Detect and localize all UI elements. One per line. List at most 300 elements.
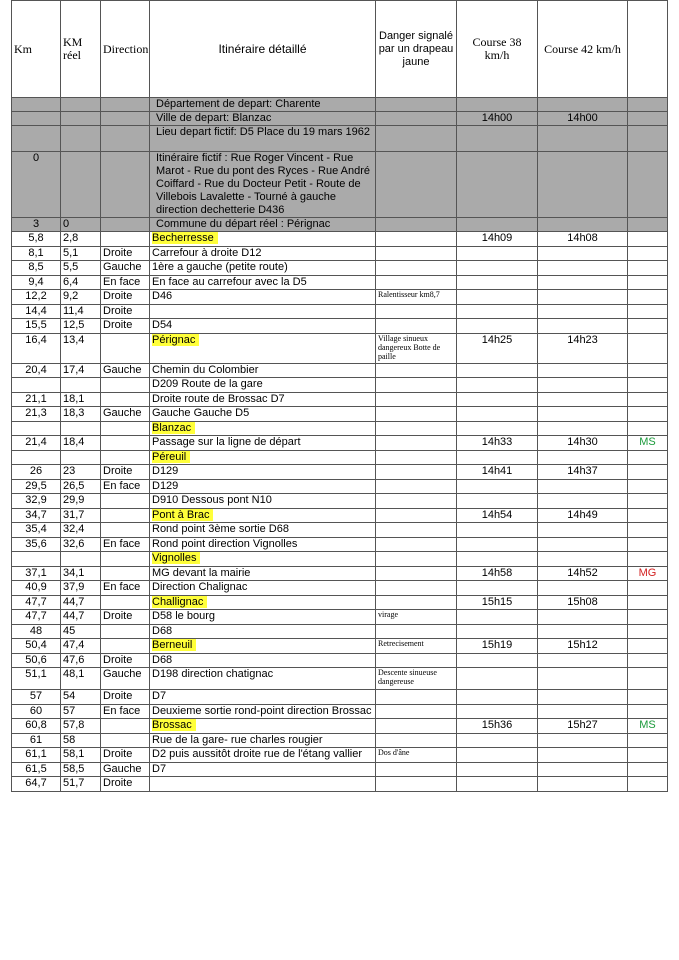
danger-cell xyxy=(376,232,457,247)
km-reel-cell: 11,4 xyxy=(61,304,101,319)
extra-cell xyxy=(628,232,668,247)
itineraire-cell: Département de depart: Charente xyxy=(150,98,376,112)
extra-cell xyxy=(628,333,668,363)
km-cell: 5,8 xyxy=(12,232,61,247)
km-reel-cell: 23 xyxy=(61,465,101,480)
extra-cell: MS xyxy=(628,719,668,734)
km-reel-cell: 5,1 xyxy=(61,246,101,261)
town-highlight: Pérignac xyxy=(152,334,199,346)
direction-cell: Gauche xyxy=(101,668,150,690)
table-row xyxy=(12,421,668,436)
danger-cell xyxy=(376,595,457,610)
km-reel-cell: 32,4 xyxy=(61,523,101,538)
extra-cell xyxy=(628,552,668,567)
km-cell: 8,5 xyxy=(12,261,61,276)
extra-cell xyxy=(628,595,668,610)
course38-cell xyxy=(457,290,538,305)
danger-cell xyxy=(376,363,457,378)
danger-cell: Ralentisseur km8,7 xyxy=(376,290,457,305)
danger-cell xyxy=(376,275,457,290)
course38-cell xyxy=(457,479,538,494)
direction-cell xyxy=(101,552,150,567)
itineraire-cell xyxy=(150,304,376,319)
extra-cell xyxy=(628,639,668,654)
danger-cell xyxy=(376,465,457,480)
km-reel-cell xyxy=(61,98,101,112)
itineraire-cell: D129 xyxy=(150,479,376,494)
course42-cell xyxy=(538,777,628,792)
extra-cell xyxy=(628,246,668,261)
table-row xyxy=(12,333,668,363)
extra-cell xyxy=(628,392,668,407)
danger-cell xyxy=(376,261,457,276)
course42-cell xyxy=(538,304,628,319)
km-reel-cell: 26,5 xyxy=(61,479,101,494)
table-row xyxy=(12,704,668,719)
course42-cell: 15h08 xyxy=(538,595,628,610)
direction-cell xyxy=(101,595,150,610)
course42-cell xyxy=(538,421,628,436)
course38-cell xyxy=(457,450,538,465)
km-cell: 8,1 xyxy=(12,246,61,261)
direction-cell xyxy=(101,733,150,748)
km-reel-cell: 17,4 xyxy=(61,363,101,378)
table-row xyxy=(12,436,668,451)
km-cell: 60 xyxy=(12,704,61,719)
km-cell: 26 xyxy=(12,465,61,480)
table-row xyxy=(12,668,668,690)
km-cell: 48 xyxy=(12,624,61,639)
direction-cell: Droite xyxy=(101,246,150,261)
table-row xyxy=(12,378,668,393)
course42-cell xyxy=(538,218,628,232)
course38-cell: 14h58 xyxy=(457,566,538,581)
course42-cell xyxy=(538,581,628,596)
header-itineraire: Itinéraire détaillé xyxy=(150,1,376,98)
km-reel-cell: 34,1 xyxy=(61,566,101,581)
table-row xyxy=(12,523,668,538)
km-cell: 35,6 xyxy=(12,537,61,552)
km-cell: 34,7 xyxy=(12,508,61,523)
extra-cell xyxy=(628,98,668,112)
danger-cell xyxy=(376,494,457,509)
km-reel-cell: 18,3 xyxy=(61,407,101,422)
km-reel-cell: 31,7 xyxy=(61,508,101,523)
km-cell: 40,9 xyxy=(12,581,61,596)
course42-cell: 14h08 xyxy=(538,232,628,247)
header-course38: Course 38 km/h xyxy=(457,1,538,98)
course42-cell xyxy=(538,319,628,334)
course38-cell: 14h33 xyxy=(457,436,538,451)
course42-cell xyxy=(538,762,628,777)
direction-cell xyxy=(101,523,150,538)
km-reel-cell: 18,4 xyxy=(61,436,101,451)
km-reel-cell: 58,5 xyxy=(61,762,101,777)
km-cell xyxy=(12,112,61,126)
itineraire-cell xyxy=(150,508,376,523)
table-row xyxy=(12,537,668,552)
danger-cell xyxy=(376,218,457,232)
km-reel-cell: 0 xyxy=(61,218,101,232)
km-cell: 50,6 xyxy=(12,653,61,668)
extra-cell xyxy=(628,304,668,319)
course38-cell xyxy=(457,363,538,378)
extra-cell xyxy=(628,624,668,639)
extra-cell xyxy=(628,777,668,792)
extra-cell xyxy=(628,668,668,690)
course42-cell: 14h52 xyxy=(538,566,628,581)
route-table xyxy=(11,0,668,792)
extra-cell xyxy=(628,363,668,378)
direction-cell: Droite xyxy=(101,465,150,480)
table-row xyxy=(12,690,668,705)
header-km: Km xyxy=(12,1,61,98)
direction-cell xyxy=(101,392,150,407)
km-cell: 3 xyxy=(12,218,61,232)
direction-cell xyxy=(101,126,150,152)
table-row xyxy=(12,218,668,232)
danger-cell xyxy=(376,566,457,581)
danger-cell xyxy=(376,552,457,567)
table-row xyxy=(12,762,668,777)
table-row xyxy=(12,508,668,523)
course38-cell xyxy=(457,610,538,625)
km-cell: 50,4 xyxy=(12,639,61,654)
town-highlight: Blanzac xyxy=(152,422,195,434)
course42-cell xyxy=(538,392,628,407)
danger-cell: Village sinueux dangereux Botte de paille xyxy=(376,333,457,363)
itineraire-cell: D54 xyxy=(150,319,376,334)
course42-cell xyxy=(538,98,628,112)
km-reel-cell: 58,1 xyxy=(61,748,101,763)
table-row xyxy=(12,581,668,596)
table-row xyxy=(12,552,668,567)
table-row xyxy=(12,290,668,305)
itineraire-cell: D198 direction chatignac xyxy=(150,668,376,690)
direction-cell xyxy=(101,436,150,451)
itineraire-cell: D68 xyxy=(150,653,376,668)
header-direction: Direction xyxy=(101,1,150,98)
danger-cell xyxy=(376,392,457,407)
km-reel-cell xyxy=(61,450,101,465)
km-reel-cell: 6,4 xyxy=(61,275,101,290)
course42-cell: 15h27 xyxy=(538,719,628,734)
table-row xyxy=(12,777,668,792)
itineraire-cell xyxy=(150,333,376,363)
extra-cell xyxy=(628,690,668,705)
town-highlight: Vignolles xyxy=(152,552,200,564)
extra-cell xyxy=(628,653,668,668)
extra-cell xyxy=(628,494,668,509)
header-extra xyxy=(628,1,668,98)
course38-cell xyxy=(457,152,538,218)
course38-cell xyxy=(457,762,538,777)
km-cell: 61,1 xyxy=(12,748,61,763)
course38-cell xyxy=(457,98,538,112)
itineraire-cell: D209 Route de la gare xyxy=(150,378,376,393)
direction-cell xyxy=(101,152,150,218)
direction-cell xyxy=(101,218,150,232)
course38-cell xyxy=(457,421,538,436)
direction-cell xyxy=(101,421,150,436)
direction-cell xyxy=(101,624,150,639)
course38-cell xyxy=(457,494,538,509)
course42-cell xyxy=(538,152,628,218)
town-highlight: Pont à Brac xyxy=(152,509,213,521)
km-reel-cell xyxy=(61,378,101,393)
town-highlight: Berneuil xyxy=(152,639,196,651)
table-row xyxy=(12,733,668,748)
course38-cell: 15h15 xyxy=(457,595,538,610)
course42-cell xyxy=(538,748,628,763)
danger-cell xyxy=(376,479,457,494)
table-row xyxy=(12,152,668,218)
km-reel-cell: 2,8 xyxy=(61,232,101,247)
danger-cell xyxy=(376,421,457,436)
km-reel-cell: 13,4 xyxy=(61,333,101,363)
km-cell: 21,1 xyxy=(12,392,61,407)
course38-cell: 15h19 xyxy=(457,639,538,654)
km-reel-cell: 5,5 xyxy=(61,261,101,276)
direction-cell xyxy=(101,112,150,126)
danger-cell xyxy=(376,378,457,393)
table-row xyxy=(12,610,668,625)
itineraire-cell: Deuxieme sortie rond-point direction Brossac xyxy=(150,704,376,719)
course42-cell xyxy=(538,450,628,465)
itineraire-cell: Gauche Gauche D5 xyxy=(150,407,376,422)
danger-cell xyxy=(376,319,457,334)
course42-cell xyxy=(538,690,628,705)
course42-cell: 14h49 xyxy=(538,508,628,523)
danger-cell xyxy=(376,733,457,748)
course38-cell: 14h54 xyxy=(457,508,538,523)
direction-cell: En face xyxy=(101,581,150,596)
danger-cell xyxy=(376,690,457,705)
danger-cell xyxy=(376,762,457,777)
km-cell xyxy=(12,98,61,112)
extra-cell xyxy=(628,112,668,126)
course42-cell xyxy=(538,552,628,567)
course42-cell xyxy=(538,610,628,625)
course42-cell: 14h23 xyxy=(538,333,628,363)
extra-cell xyxy=(628,748,668,763)
direction-cell xyxy=(101,494,150,509)
direction-cell xyxy=(101,508,150,523)
table-row xyxy=(12,98,668,112)
header-row xyxy=(12,1,668,98)
km-cell: 57 xyxy=(12,690,61,705)
itineraire-cell xyxy=(150,639,376,654)
table-row xyxy=(12,232,668,247)
km-reel-cell xyxy=(61,126,101,152)
km-reel-cell: 45 xyxy=(61,624,101,639)
extra-cell xyxy=(628,523,668,538)
km-reel-cell: 9,2 xyxy=(61,290,101,305)
danger-cell: Dos d'âne xyxy=(376,748,457,763)
table-row xyxy=(12,126,668,152)
course42-cell xyxy=(538,407,628,422)
table-row xyxy=(12,748,668,763)
direction-cell xyxy=(101,450,150,465)
table-row xyxy=(12,479,668,494)
itineraire-cell: D910 Dessous pont N10 xyxy=(150,494,376,509)
course38-cell xyxy=(457,275,538,290)
direction-cell: Droite xyxy=(101,610,150,625)
course38-cell xyxy=(457,690,538,705)
course38-cell: 14h09 xyxy=(457,232,538,247)
km-reel-cell: 47,6 xyxy=(61,653,101,668)
extra-cell: MS xyxy=(628,436,668,451)
course42-cell: 14h00 xyxy=(538,112,628,126)
course42-cell xyxy=(538,523,628,538)
km-cell: 20,4 xyxy=(12,363,61,378)
itineraire-cell xyxy=(150,777,376,792)
table-row xyxy=(12,275,668,290)
course42-cell xyxy=(538,363,628,378)
danger-cell: virage xyxy=(376,610,457,625)
table-row xyxy=(12,494,668,509)
km-cell: 47,7 xyxy=(12,595,61,610)
itineraire-cell: Ville de depart: Blanzac xyxy=(150,112,376,126)
km-reel-cell: 51,7 xyxy=(61,777,101,792)
itineraire-cell: Carrefour à droite D12 xyxy=(150,246,376,261)
km-reel-cell: 47,4 xyxy=(61,639,101,654)
extra-cell xyxy=(628,479,668,494)
course42-cell xyxy=(538,733,628,748)
table-row xyxy=(12,719,668,734)
course42-cell xyxy=(538,126,628,152)
km-reel-cell xyxy=(61,421,101,436)
extra-cell xyxy=(628,275,668,290)
course38-cell xyxy=(457,319,538,334)
direction-cell: Droite xyxy=(101,304,150,319)
km-reel-cell: 12,5 xyxy=(61,319,101,334)
danger-cell xyxy=(376,719,457,734)
itineraire-cell: 1ère a gauche (petite route) xyxy=(150,261,376,276)
km-reel-cell: 44,7 xyxy=(61,595,101,610)
danger-cell xyxy=(376,152,457,218)
direction-cell: Gauche xyxy=(101,407,150,422)
course38-cell xyxy=(457,126,538,152)
itineraire-cell xyxy=(150,450,376,465)
danger-cell: Retrecisement xyxy=(376,639,457,654)
table-row xyxy=(12,261,668,276)
table-row xyxy=(12,566,668,581)
course38-cell xyxy=(457,668,538,690)
itineraire-cell: Passage sur la ligne de départ xyxy=(150,436,376,451)
km-cell: 21,4 xyxy=(12,436,61,451)
table-row xyxy=(12,595,668,610)
course38-cell xyxy=(457,304,538,319)
direction-cell xyxy=(101,232,150,247)
danger-cell xyxy=(376,523,457,538)
itineraire-cell: Rond point direction Vignolles xyxy=(150,537,376,552)
km-cell: 32,9 xyxy=(12,494,61,509)
extra-cell xyxy=(628,378,668,393)
extra-cell xyxy=(628,508,668,523)
danger-cell xyxy=(376,98,457,112)
itineraire-cell xyxy=(150,595,376,610)
course38-cell: 15h36 xyxy=(457,719,538,734)
danger-cell xyxy=(376,624,457,639)
course42-cell xyxy=(538,261,628,276)
course38-cell xyxy=(457,552,538,567)
km-reel-cell: 57 xyxy=(61,704,101,719)
km-cell: 16,4 xyxy=(12,333,61,363)
danger-cell xyxy=(376,450,457,465)
direction-cell: En face xyxy=(101,537,150,552)
itineraire-cell: Rond point 3ème sortie D68 xyxy=(150,523,376,538)
course38-cell xyxy=(457,653,538,668)
direction-cell xyxy=(101,333,150,363)
extra-cell xyxy=(628,733,668,748)
danger-cell xyxy=(376,126,457,152)
km-cell: 29,5 xyxy=(12,479,61,494)
itineraire-cell: Droite route de Brossac D7 xyxy=(150,392,376,407)
itineraire-cell: D46 xyxy=(150,290,376,305)
direction-cell: Gauche xyxy=(101,363,150,378)
extra-cell xyxy=(628,126,668,152)
km-reel-cell xyxy=(61,552,101,567)
course42-cell xyxy=(538,704,628,719)
danger-cell xyxy=(376,436,457,451)
km-cell: 35,4 xyxy=(12,523,61,538)
table-row xyxy=(12,392,668,407)
km-cell: 9,4 xyxy=(12,275,61,290)
itineraire-cell xyxy=(150,421,376,436)
direction-cell: Droite xyxy=(101,653,150,668)
km-cell: 12,2 xyxy=(12,290,61,305)
km-cell: 64,7 xyxy=(12,777,61,792)
km-reel-cell: 54 xyxy=(61,690,101,705)
course38-cell xyxy=(457,378,538,393)
direction-cell xyxy=(101,566,150,581)
danger-cell: Descente sinueuse dangereuse xyxy=(376,668,457,690)
itineraire-cell: D2 puis aussitôt droite rue de l'étang vallier xyxy=(150,748,376,763)
itineraire-cell: D7 xyxy=(150,690,376,705)
table-row xyxy=(12,639,668,654)
table-row xyxy=(12,624,668,639)
extra-cell xyxy=(628,290,668,305)
course38-cell xyxy=(457,624,538,639)
km-cell: 60,8 xyxy=(12,719,61,734)
itineraire-cell: D68 xyxy=(150,624,376,639)
course38-cell: 14h25 xyxy=(457,333,538,363)
town-highlight: Becherresse xyxy=(152,232,218,244)
course42-cell xyxy=(538,653,628,668)
direction-cell: Gauche xyxy=(101,261,150,276)
km-cell xyxy=(12,552,61,567)
course38-cell xyxy=(457,581,538,596)
direction-cell: En face xyxy=(101,275,150,290)
km-reel-cell: 18,1 xyxy=(61,392,101,407)
header-course42: Course 42 km/h xyxy=(538,1,628,98)
course38-cell xyxy=(457,218,538,232)
extra-cell xyxy=(628,762,668,777)
km-reel-cell: 29,9 xyxy=(61,494,101,509)
km-cell: 15,5 xyxy=(12,319,61,334)
course42-cell xyxy=(538,275,628,290)
extra-cell xyxy=(628,319,668,334)
direction-cell: En face xyxy=(101,479,150,494)
itineraire-cell xyxy=(150,552,376,567)
table-row xyxy=(12,319,668,334)
direction-cell xyxy=(101,98,150,112)
direction-cell: Droite xyxy=(101,290,150,305)
course38-cell xyxy=(457,407,538,422)
course42-cell: 14h30 xyxy=(538,436,628,451)
itineraire-cell: Lieu depart fictif: D5 Place du 19 mars 1962 xyxy=(150,126,376,152)
